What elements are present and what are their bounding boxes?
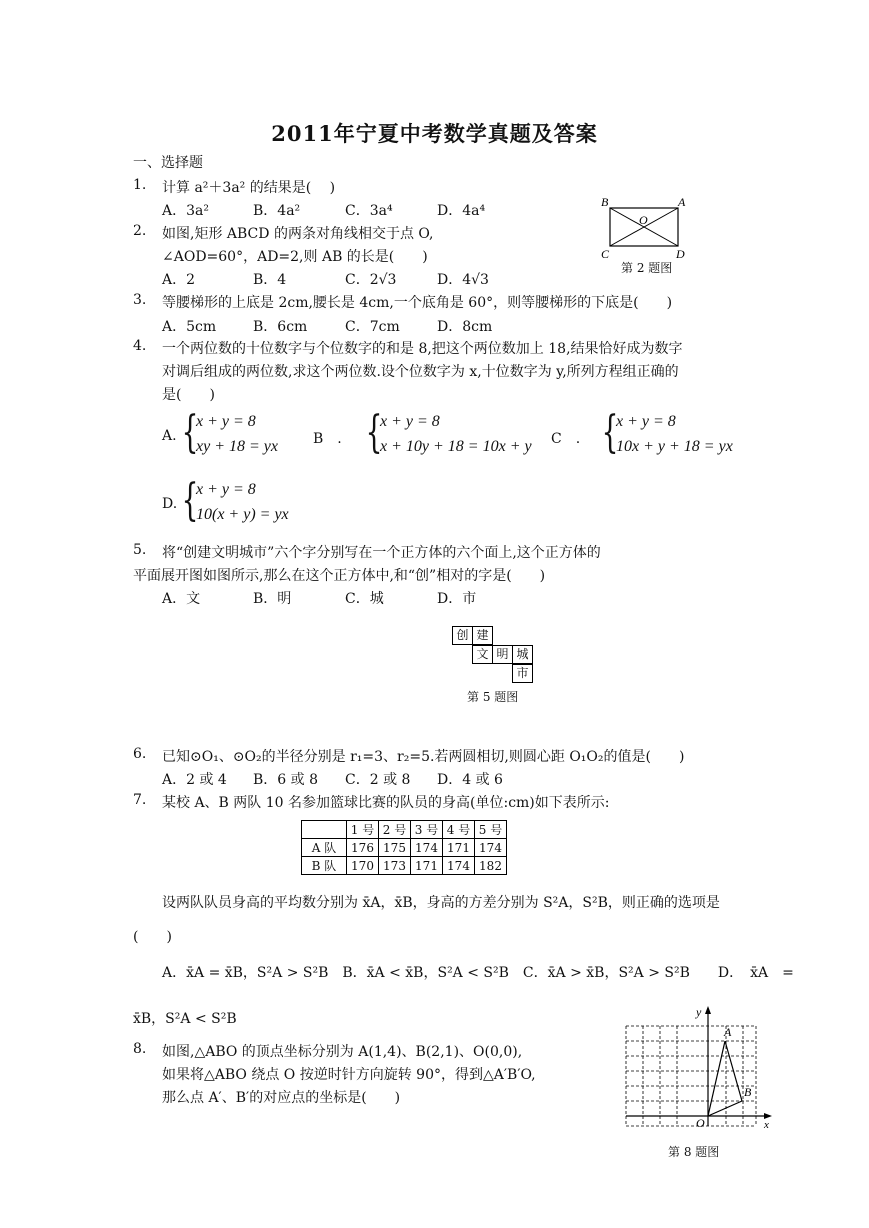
table-cell: B 队: [302, 857, 347, 875]
q6-text: 已知⊙O₁、⊙O₂的半径分别是 r₁=3、r₂=5.若两圆相切,则圆心距 O₁O₂的值是( ): [162, 749, 685, 765]
figure-label-c: C: [601, 247, 610, 261]
net-cell-ming: 明: [492, 645, 513, 664]
table-cell: 171: [411, 857, 443, 875]
q4-number: 4.: [133, 338, 147, 354]
q2-option-a[interactable]: A．2: [162, 272, 196, 288]
q4-option-d-label[interactable]: D.: [162, 496, 178, 512]
q4-option-b-system[interactable]: [380, 409, 532, 459]
q8-text-line2: 如果将△ABO 绕点 O 按逆时针方向旋转 90°，得到△A′B′O,: [162, 1067, 536, 1083]
q8-text-line1: 如图,△ABO 的顶点坐标分别为 A(1,4)、B(2,1)、O(0,0),: [162, 1044, 523, 1060]
q7-text-line3: ( ): [133, 929, 172, 945]
q5-text-line2: 平面展开图如图所示,那么在这个正方体中,和“创”相对的字是( ): [133, 568, 546, 584]
net-cell-cheng: 城: [512, 645, 533, 664]
q8-coordinate-figure: [616, 1002, 776, 1130]
q8-text-line3: 那么点 A′、B′的对应点的坐标是( ): [162, 1090, 401, 1106]
net-cell-shi: 市: [512, 664, 533, 683]
q4-c-brace: {: [601, 407, 619, 458]
q4-b-brace: {: [365, 407, 383, 458]
q1-option-a[interactable]: A．3a²: [162, 203, 209, 219]
table-cell: 174: [475, 839, 507, 857]
q4-c-eq2: 10x + y + 18 = yx: [616, 438, 733, 455]
q2-number: 2.: [133, 223, 147, 239]
q5-option-d[interactable]: D．市: [437, 591, 477, 607]
net-cell-wen: 文: [472, 645, 493, 664]
q5-number: 5.: [133, 542, 147, 558]
q4-a-eq2: xy + 18 = yx: [196, 438, 278, 455]
q4-option-c-system[interactable]: [616, 409, 733, 459]
q2-option-d[interactable]: D．4√3: [437, 272, 489, 288]
q6-option-b[interactable]: B．6 或 8: [253, 772, 319, 788]
q2-option-c[interactable]: C．2√3: [345, 272, 397, 288]
point-label-a: A: [724, 1025, 732, 1039]
table-row: [302, 839, 507, 857]
table-header-cell: 4 号: [443, 821, 475, 839]
q2-figure-caption: 第 2 题图: [621, 261, 673, 275]
q1-number: 1.: [133, 177, 147, 193]
q4-b-eq2: x + 10y + 18 = 10x + y: [380, 438, 532, 455]
point-label-b: B: [744, 1085, 752, 1099]
q4-d-eq1: x + y = 8: [196, 481, 256, 498]
table-cell: 171: [443, 839, 475, 857]
q2-option-b[interactable]: B．4: [253, 272, 287, 288]
section-heading: 一、选择题: [133, 155, 203, 171]
q4-option-d-system[interactable]: [196, 477, 289, 527]
table-header-cell: 1 号: [347, 821, 379, 839]
table-cell: 174: [411, 839, 443, 857]
q5-text-line1: 将“创建文明城市”六个字分别写在一个正方体的六个面上,这个正方体的: [162, 545, 601, 561]
q6-option-d[interactable]: D．4 或 6: [437, 772, 503, 788]
q4-text-line1: 一个两位数的十位数字与个位数字的和是 8,把这个两位数加上 18,结果恰好成为数字: [162, 341, 683, 357]
q3-option-d[interactable]: D．8cm: [437, 319, 493, 335]
q1-option-c[interactable]: C．3a⁴: [345, 203, 393, 219]
q7-options[interactable]: A．x̄A = x̄B，S²A > S²B B．x̄A < x̄B，S²A < S²B C．x̄A > x̄B，S²A > S²B D． x̄A =: [162, 965, 794, 981]
q7-options-continued[interactable]: x̄B，S²A < S²B: [133, 1011, 237, 1027]
q7-text: 某校 A、B 两队 10 名参加篮球比赛的队员的身高(单位:cm)如下表所示:: [162, 795, 610, 811]
q4-b-eq1: x + y = 8: [380, 413, 440, 430]
table-cell: 176: [347, 839, 379, 857]
page-title: 2011年宁夏中考数学真题及答案: [271, 121, 598, 146]
q4-option-a-label[interactable]: A.: [162, 428, 177, 444]
q6-option-a[interactable]: A．2 或 4: [162, 772, 227, 788]
q4-d-eq2: 10(x + y) = yx: [196, 506, 289, 523]
axis-label-x: x: [764, 1119, 769, 1130]
q4-text-line3: 是( ): [162, 387, 215, 403]
q2-text-line2: ∠AOD=60°，AD=2,则 AB 的长是( ): [162, 249, 428, 265]
table-header-cell: 5 号: [475, 821, 507, 839]
q5-figure-caption: 第 5 题图: [467, 690, 519, 704]
axis-label-y: y: [696, 1005, 702, 1019]
figure-label-b: B: [601, 195, 609, 209]
net-cell-jian: 建: [472, 626, 493, 645]
table-cell: A 队: [302, 839, 347, 857]
figure-label-o: O: [639, 213, 648, 227]
q3-option-c[interactable]: C．7cm: [345, 319, 400, 335]
q3-option-a[interactable]: A．5cm: [162, 319, 217, 335]
table-cell: 175: [379, 839, 411, 857]
q8-figure-caption: 第 8 题图: [668, 1145, 720, 1159]
q4-d-brace: {: [181, 475, 199, 526]
q7-height-table: [301, 820, 507, 875]
q4-a-eq1: x + y = 8: [196, 413, 256, 430]
q7-number: 7.: [133, 792, 147, 808]
q4-text-line2: 对调后组成的两位数,求这个两位数.设个位数字为 x,十位数字为 y,所列方程组正确的: [162, 364, 679, 380]
net-cell-chuang: 创: [452, 626, 473, 645]
table-row: [302, 857, 507, 875]
q1-option-b[interactable]: B．4a²: [253, 203, 301, 219]
q5-option-c[interactable]: C．城: [345, 591, 384, 607]
q3-number: 3.: [133, 292, 147, 308]
q1-option-d[interactable]: D．4a⁴: [437, 203, 486, 219]
q4-option-b-label[interactable]: B .: [313, 431, 342, 447]
q3-text: 等腰梯形的上底是 2cm,腰长是 4cm,一个底角是 60°，则等腰梯形的下底是( ): [162, 295, 673, 311]
figure-label-d: D: [676, 247, 685, 261]
figure-label-a: A: [678, 195, 686, 209]
q4-option-c-label[interactable]: C .: [551, 431, 581, 447]
q3-option-b[interactable]: B．6cm: [253, 319, 308, 335]
q6-number: 6.: [133, 746, 147, 762]
q5-option-b[interactable]: B．明: [253, 591, 292, 607]
table-cell: 170: [347, 857, 379, 875]
table-header-cell: 2 号: [379, 821, 411, 839]
q8-number: 8.: [133, 1041, 147, 1057]
q4-a-brace: {: [181, 407, 199, 458]
q5-option-a[interactable]: A．文: [162, 591, 201, 607]
q2-text-line1: 如图,矩形 ABCD 的两条对角线相交于点 O,: [162, 226, 434, 242]
table-cell: 174: [443, 857, 475, 875]
q4-option-a-system[interactable]: [196, 409, 278, 459]
table-header-cell: [302, 821, 347, 839]
table-header-row: [302, 821, 507, 839]
table-cell: 182: [475, 857, 507, 875]
q1-text: 计算 a²＋3a² 的结果是( ): [162, 180, 336, 196]
point-label-o: O: [696, 1116, 705, 1130]
table-header-cell: 3 号: [411, 821, 443, 839]
q6-option-c[interactable]: C．2 或 8: [345, 772, 411, 788]
table-cell: 173: [379, 857, 411, 875]
q4-c-eq1: x + y = 8: [616, 413, 676, 430]
q7-text-line2: 设两队队员身高的平均数分别为 x̄A，x̄B，身高的方差分别为 S²A，S²B，则正确的选项是: [162, 895, 720, 911]
